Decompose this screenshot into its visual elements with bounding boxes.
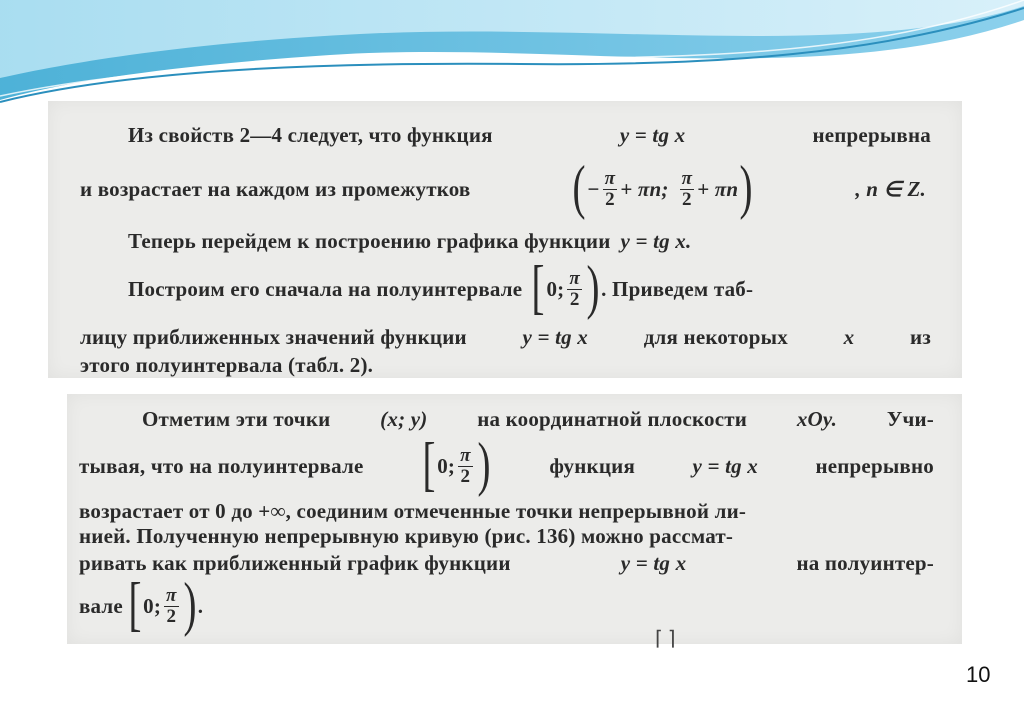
p1-line-1 bbox=[128, 115, 931, 155]
p1-l4-interval bbox=[530, 254, 601, 320]
p2-line-5 bbox=[79, 543, 934, 583]
plus-pi-n: + πn bbox=[697, 176, 739, 201]
p1-l2-text: и возрастает на каждом из промежутков bbox=[80, 176, 471, 201]
p1-l3-formula: y = tg x. bbox=[620, 228, 692, 253]
p1-l5-text-3: из bbox=[910, 324, 931, 349]
zero: 0; bbox=[546, 276, 565, 301]
p1-l3-text: Теперь перейдем к построению графика функции bbox=[128, 228, 611, 253]
p1-line-4 bbox=[128, 254, 931, 320]
p2-l5-text-2: на полуинтер- bbox=[796, 550, 934, 575]
p1-l4-text-end: . Приведем таб- bbox=[601, 276, 754, 301]
left-paren: ( bbox=[572, 154, 586, 220]
plus-pi-n: + πn; bbox=[620, 176, 669, 201]
page-number: 10 bbox=[966, 662, 991, 687]
p2-l2-formula: y = tg x bbox=[692, 453, 758, 478]
right-paren: ) bbox=[477, 431, 491, 497]
right-paren: ) bbox=[739, 154, 753, 220]
p1-l1-text: Из свойств 2—4 следует, что функция bbox=[128, 122, 493, 147]
p1-l5-formula: y = tg x bbox=[522, 324, 588, 349]
p2-l2-interval bbox=[421, 431, 492, 497]
p2-line-1 bbox=[142, 399, 934, 439]
left-bracket: [ bbox=[128, 571, 142, 637]
p2-l1-text: Отметим эти точки bbox=[142, 406, 331, 431]
p2-l3-text: возрастает от 0 до +∞, соединим отмеченные точки непрерывной ли- bbox=[79, 498, 747, 523]
p1-l2-n-in-z: , n ∈ Z. bbox=[855, 176, 926, 201]
p1-line-3 bbox=[128, 221, 922, 261]
p1-l4-text: Построим его сначала на полуинтервале bbox=[128, 276, 523, 301]
p1-line-6 bbox=[80, 345, 931, 385]
p2-l1-xy: (x; y) bbox=[380, 406, 428, 431]
right-paren: ) bbox=[586, 254, 600, 320]
p2-l5-text: ривать как приближенный график функции bbox=[79, 550, 511, 575]
fraction-pi-over-2: $\frac{\pi}{2}$ bbox=[569, 267, 580, 310]
text-scan-panel-2 bbox=[67, 394, 962, 644]
p2-l1-text-3: Учи- bbox=[886, 406, 934, 431]
left-bracket: [ bbox=[422, 431, 436, 497]
p2-l5-formula: y = tg x bbox=[620, 550, 687, 575]
wave-header-decoration bbox=[0, 0, 1024, 110]
p1-l2-interval bbox=[571, 154, 754, 220]
p2-l6-interval bbox=[127, 571, 198, 637]
right-paren: ) bbox=[183, 571, 197, 637]
fraction-pi-over-2: $\frac{\pi}{2}$ bbox=[166, 584, 177, 627]
p1-l1-formula: y = tg x bbox=[619, 122, 686, 147]
scan-artifact-bracket: ⌈ ⌉ bbox=[655, 628, 676, 650]
minus-sign: − bbox=[587, 176, 600, 201]
fraction-pi-over-2: $\frac{\pi}{2}$ bbox=[681, 167, 693, 210]
p2-l6-text: вале bbox=[79, 593, 123, 618]
fraction-pi-over-2: $\frac{\pi}{2}$ bbox=[604, 167, 616, 210]
p2-l6-text-end: . bbox=[197, 593, 204, 618]
left-bracket: [ bbox=[531, 254, 545, 320]
p2-l1-text-2: на координатной плоскости bbox=[477, 406, 748, 431]
fraction-pi-over-2: $\frac{\pi}{2}$ bbox=[460, 444, 471, 487]
p2-line-6 bbox=[79, 571, 934, 637]
p1-l5-text-2: для некоторых bbox=[643, 324, 788, 349]
zero: 0; bbox=[437, 453, 456, 478]
p1-line-2 bbox=[80, 154, 926, 220]
p1-l5-text: лицу приближенных значений функции bbox=[80, 324, 467, 349]
p1-l5-x: x bbox=[843, 324, 855, 349]
p2-l2-text-3: непрерывно bbox=[815, 453, 934, 478]
p1-l1-text-end: непрерывна bbox=[812, 122, 931, 147]
p2-line-2 bbox=[79, 431, 934, 497]
p2-l4-text: нией. Полученную непрерывную кривую (рис. 136) можно рассмат- bbox=[79, 523, 734, 548]
p1-l6-text: этого полуинтервала (табл. 2). bbox=[80, 352, 374, 377]
p2-l1-xoy: xOy. bbox=[796, 406, 838, 431]
zero: 0; bbox=[143, 593, 162, 618]
p2-l2-text-2: функция bbox=[549, 453, 636, 478]
p2-l2-text: тывая, что на полуинтервале bbox=[79, 453, 364, 478]
text-scan-panel-1 bbox=[48, 101, 962, 378]
